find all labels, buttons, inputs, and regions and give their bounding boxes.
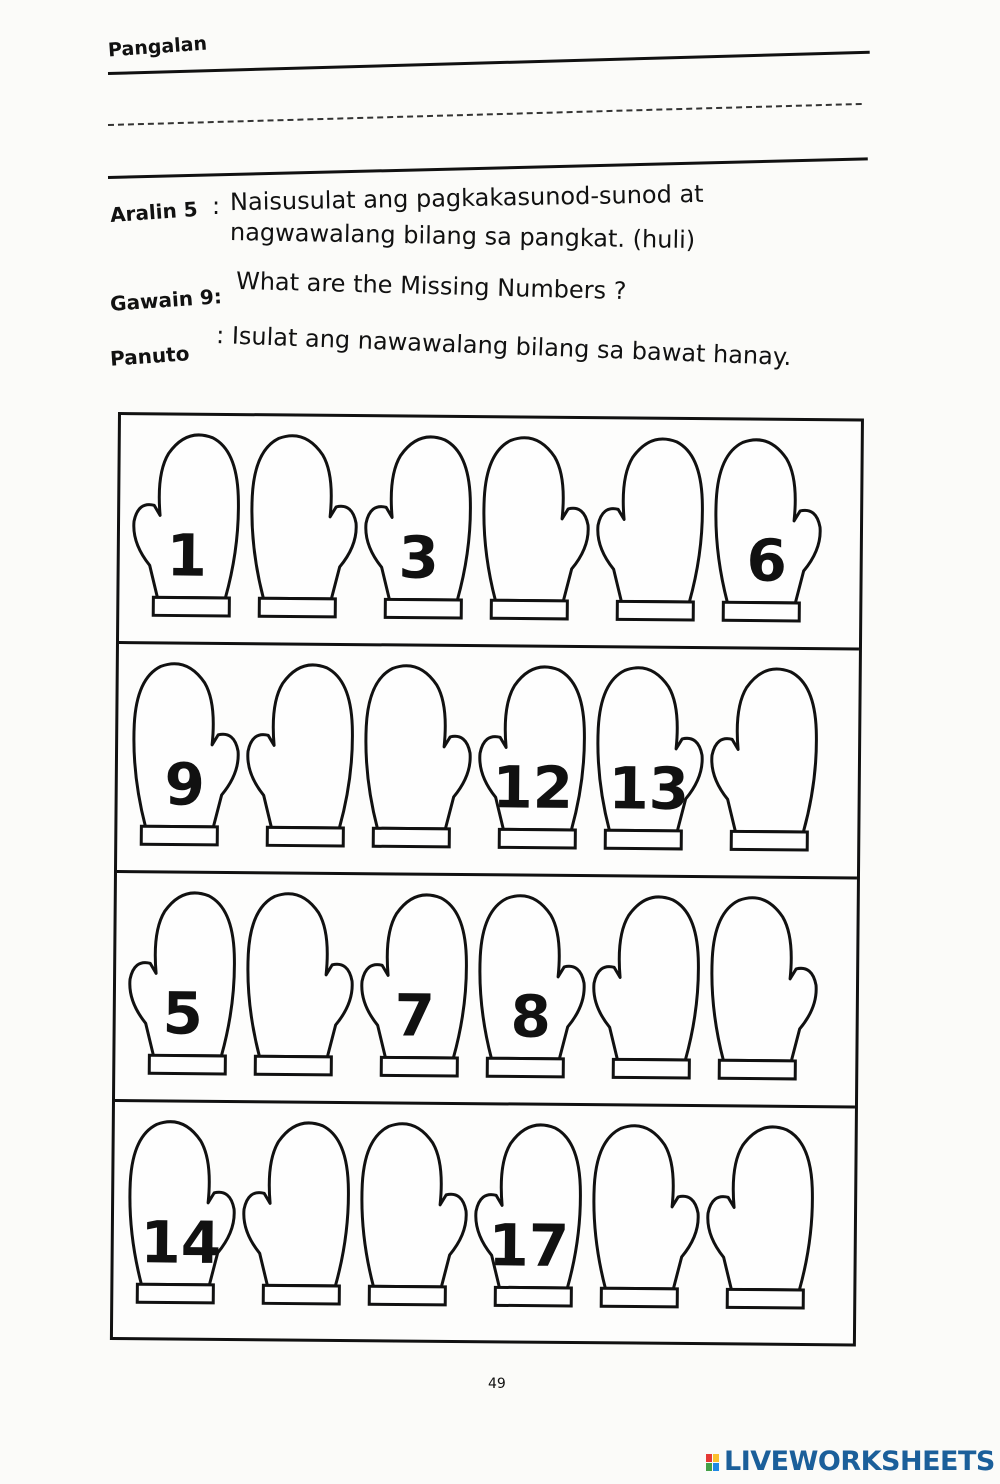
mitten-cuff [605,830,681,849]
aralin-colon: : [212,192,221,220]
mitten-row-4 [113,1102,855,1335]
mitten-cuff [373,828,449,847]
mitten-cuff [719,1060,795,1079]
mitten-cuff [617,601,693,620]
aralin-text-line2: nagwawalang bilang sa pangkat. (huli) [229,217,696,255]
mitten-number: 1 [166,521,208,590]
name-line[interactable] [108,51,870,75]
mitten-outline [239,884,359,1091]
mitten-cuff [727,1289,803,1308]
mitten-outline [585,1116,705,1323]
mitten-2-3 [357,656,477,863]
mitten-row-1 [119,415,861,650]
mitten-cuff [487,1058,563,1077]
liveworksheets-icon [706,1454,720,1472]
mitten-1-2 [243,426,363,633]
mitten-1-1 [127,425,247,632]
mitten-3-5 [587,887,707,1094]
mitten-1-4 [475,428,595,635]
mitten-4-3 [353,1114,473,1321]
mitten-outline [353,1114,473,1321]
panuto-text: : Isulat ang nawawalang bilang sa bawat hanay. [215,320,792,372]
mitten-grid [110,412,864,1346]
mitten-2-2 [241,655,361,862]
mitten-cuff [499,829,575,848]
mitten-number: 7 [394,981,436,1050]
mitten-cuff [255,1056,331,1075]
page-number: 49 [488,1376,506,1392]
name-label: Pangalan [107,32,208,62]
mitten-outline [587,887,707,1094]
mitten-2-5 [589,658,709,865]
mitten-4-5 [585,1116,705,1323]
mitten-outline [591,429,711,636]
mitten-number: 5 [162,979,204,1048]
mitten-1-5 [591,429,711,636]
mitten-cuff [137,1284,213,1303]
mitten-cuff [723,602,799,621]
mitten-number: 13 [608,754,690,823]
mitten-outline [703,888,823,1095]
mitten-outline [705,659,825,866]
mitten-cuff [381,1057,457,1076]
mitten-number: 3 [398,523,440,592]
mitten-outline [701,1117,821,1324]
mitten-number: 12 [492,753,574,822]
mitten-3-1 [123,883,243,1090]
mitten-3-4 [471,886,591,1093]
mitten-cuff [369,1286,445,1305]
liveworksheets-text: LIVEWORKSHEETS [724,1446,995,1477]
gawain-text: What are the Missing Numbers ? [235,266,627,306]
aralin-label: Aralin 5 [109,196,199,228]
mitten-cuff [613,1059,689,1078]
name-guide-line [108,103,862,126]
mitten-1-6 [707,430,827,637]
mitten-3-2 [239,884,359,1091]
mitten-cuff [731,831,807,850]
mitten-row-3 [115,873,857,1108]
mitten-3-6 [703,888,823,1095]
mitten-number: 8 [510,982,552,1051]
mitten-4-4 [469,1115,589,1322]
mitten-2-1 [125,654,245,861]
mitten-number: 9 [164,750,206,819]
mitten-outline [237,1113,357,1320]
mitten-cuff [141,826,217,845]
mitten-2-4 [473,657,593,864]
mitten-cuff [153,597,229,616]
mitten-2-6 [705,659,825,866]
mitten-outline [475,428,595,635]
worksheet-header [0,0,1000,400]
gawain-label: Gawain 9: [109,284,223,316]
aralin-text-line1: Naisusulat ang pagkakasunod-sunod at [229,179,704,217]
mitten-row-2 [117,644,859,879]
mitten-cuff [495,1287,571,1306]
mitten-4-2 [237,1113,357,1320]
mitten-cuff [149,1055,225,1074]
mitten-4-6 [701,1117,821,1324]
mitten-cuff [491,600,567,619]
mitten-3-3 [355,885,475,1092]
mitten-cuff [263,1285,339,1304]
mitten-number: 17 [488,1211,570,1280]
liveworksheets-logo [706,1446,995,1477]
name-base-line [108,157,868,179]
mitten-cuff [385,599,461,618]
mitten-cuff [259,598,335,617]
mitten-4-1 [121,1112,241,1319]
panuto-label: Panuto [109,341,191,371]
mitten-number: 6 [746,526,788,595]
mitten-outline [243,426,363,633]
mitten-number: 14 [140,1208,222,1277]
mitten-cuff [601,1288,677,1307]
mitten-1-3 [359,427,479,634]
mitten-outline [357,656,477,863]
mitten-outline [241,655,361,862]
mitten-cuff [267,827,343,846]
